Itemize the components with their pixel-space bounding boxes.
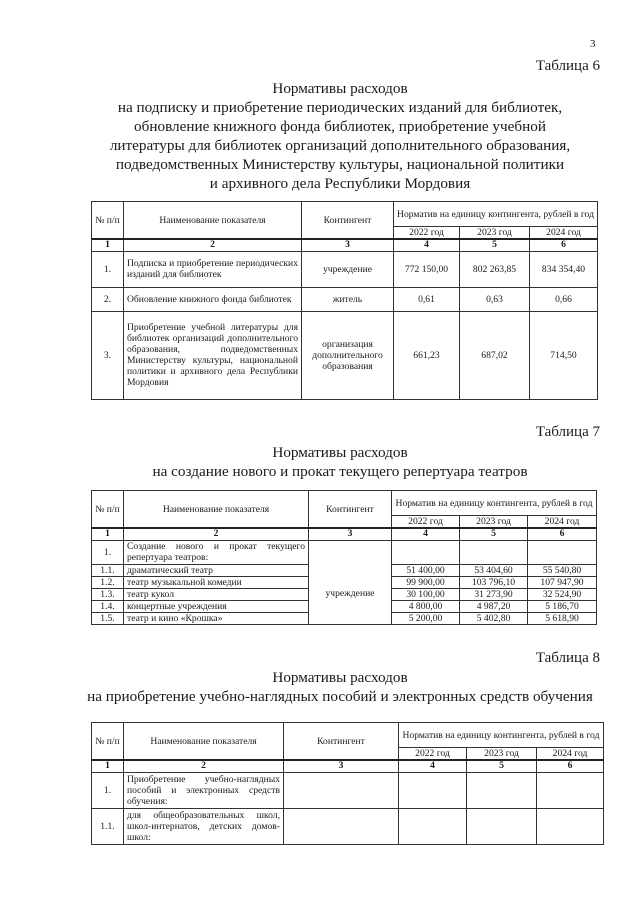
title-line: и архивного дела Республики Мордовия bbox=[209, 175, 471, 192]
column-number: 2 bbox=[124, 760, 284, 772]
table-row bbox=[92, 251, 598, 287]
title-line: на приобретение учебно-наглядных пособий и электронных средств обучения bbox=[87, 688, 593, 705]
row-value-2024: 714,50 bbox=[530, 311, 598, 399]
title-line: Нормативы расходов bbox=[272, 444, 408, 461]
row-num: 3. bbox=[92, 311, 124, 399]
row-value-2024 bbox=[537, 808, 604, 844]
row-value-2023: 687,02 bbox=[460, 311, 530, 399]
row-value-2023: 53 404,60 bbox=[460, 564, 528, 576]
header-contingent: Контингент bbox=[284, 723, 399, 761]
row-value-2022: 51 400,00 bbox=[392, 564, 460, 576]
column-number: 5 bbox=[460, 528, 528, 540]
title-line: на подписку и приобретение периодических изданий для библиотек, bbox=[117, 99, 563, 116]
header-year: 2024 год bbox=[528, 516, 597, 529]
header-year: 2022 год bbox=[392, 516, 460, 529]
title-line: подведомственных Министерству культуры, национальной политики bbox=[115, 156, 565, 173]
row-value-2024: 5 618,90 bbox=[528, 612, 597, 624]
row-value-2023: 5 402,80 bbox=[460, 612, 528, 624]
table-7 bbox=[91, 490, 597, 625]
row-value-2024: 5 186,70 bbox=[528, 600, 597, 612]
column-number: 6 bbox=[537, 760, 604, 772]
column-number: 1 bbox=[92, 528, 124, 540]
table-row bbox=[92, 287, 598, 311]
table-row bbox=[92, 311, 598, 399]
row-num: 1. bbox=[92, 540, 124, 564]
title-line: Нормативы расходов bbox=[272, 80, 408, 97]
column-number: 4 bbox=[399, 760, 467, 772]
row-contingent: учреждение bbox=[302, 251, 394, 287]
title-line: Нормативы расходов bbox=[272, 669, 408, 686]
row-value-2024: 55 540,80 bbox=[528, 564, 597, 576]
table-group-row bbox=[92, 540, 597, 564]
row-name: театр кукол bbox=[124, 588, 309, 600]
row-value-2024: 834 354,40 bbox=[530, 251, 598, 287]
table-8 bbox=[91, 722, 604, 845]
row-num: 1.5. bbox=[92, 612, 124, 624]
column-number: 5 bbox=[460, 239, 530, 251]
column-number: 3 bbox=[284, 760, 399, 772]
row-value-2022: 772 150,00 bbox=[394, 251, 460, 287]
header-norm: Норматив на единицу контингента, рублей в год bbox=[394, 202, 598, 227]
header-contingent: Контингент bbox=[302, 202, 394, 240]
header-name: Наименование показателя bbox=[124, 723, 284, 761]
row-value-2023: 31 273,90 bbox=[460, 588, 528, 600]
header-year: 2024 год bbox=[530, 227, 598, 240]
row-value-2022: 4 800,00 bbox=[392, 600, 460, 612]
row-contingent-empty bbox=[309, 540, 392, 564]
row-value-2023: 4 987,20 bbox=[460, 600, 528, 612]
column-number: 4 bbox=[394, 239, 460, 251]
title-line: литературы для библиотек организаций дополнительного образования, bbox=[109, 137, 571, 154]
table-8-label: Таблица 8 bbox=[535, 650, 600, 666]
row-name: драматический театр bbox=[124, 564, 309, 576]
row-value-2024 bbox=[537, 772, 604, 808]
table-6-label: Таблица 6 bbox=[535, 58, 600, 74]
header-year: 2022 год bbox=[394, 227, 460, 240]
row-value-2022: 30 100,00 bbox=[392, 588, 460, 600]
column-number: 6 bbox=[528, 528, 597, 540]
row-contingent-shared: учреждение bbox=[309, 564, 392, 624]
row-name: Обновление книжного фонда библиотек bbox=[124, 287, 302, 311]
row-value-2024: 0,66 bbox=[530, 287, 598, 311]
row-name: концертные учреждения bbox=[124, 600, 309, 612]
header-num: № п/п bbox=[92, 202, 124, 240]
row-name: Приобретение учебной литературы для библиотек организаций дополнительного образования, подведомственных Министерству культуры, национальной политики и архивного дела Республики Мордовия bbox=[124, 311, 302, 399]
table-6 bbox=[91, 201, 598, 400]
row-value-empty bbox=[392, 540, 460, 564]
row-value-2023 bbox=[467, 772, 537, 808]
row-num: 2. bbox=[92, 287, 124, 311]
header-norm: Норматив на единицу контингента, рублей в год bbox=[392, 491, 597, 516]
column-number: 1 bbox=[92, 760, 124, 772]
title-line: на создание нового и прокат текущего репертуара театров bbox=[152, 463, 528, 480]
table-7-label: Таблица 7 bbox=[535, 424, 600, 440]
header-num: № п/п bbox=[92, 723, 124, 761]
row-value-empty bbox=[528, 540, 597, 564]
row-name: Подписка и приобретение периодических изданий для библиотек bbox=[124, 251, 302, 287]
column-number: 3 bbox=[302, 239, 394, 251]
row-num: 1.1. bbox=[92, 808, 124, 844]
header-norm: Норматив на единицу контингента, рублей в год bbox=[399, 723, 604, 748]
row-value-2022: 661,23 bbox=[394, 311, 460, 399]
row-value-empty bbox=[460, 540, 528, 564]
header-year: 2023 год bbox=[460, 227, 530, 240]
row-value-2024: 32 524,90 bbox=[528, 588, 597, 600]
header-year: 2024 год bbox=[537, 748, 604, 761]
row-num: 1. bbox=[92, 772, 124, 808]
row-name: театр музыкальной комедии bbox=[124, 576, 309, 588]
column-number: 2 bbox=[124, 528, 309, 540]
row-value-2023 bbox=[467, 808, 537, 844]
column-number: 4 bbox=[392, 528, 460, 540]
row-contingent bbox=[284, 772, 399, 808]
title-line: обновление книжного фонда библиотек, приобретение учебной bbox=[134, 118, 546, 135]
header-year: 2022 год bbox=[399, 748, 467, 761]
table-7-title bbox=[60, 443, 620, 481]
row-value-2022: 0,61 bbox=[394, 287, 460, 311]
header-name: Наименование показателя bbox=[124, 491, 309, 529]
row-name: Создание нового и прокат текущего репертуара театров: bbox=[124, 540, 309, 564]
row-name: для общеобразовательных школ, школ-интернатов, детских домов-школ: bbox=[124, 808, 284, 844]
column-number: 3 bbox=[309, 528, 392, 540]
page-number: 3 bbox=[590, 38, 596, 50]
row-value-2023: 0,63 bbox=[460, 287, 530, 311]
table-6-title bbox=[60, 79, 620, 193]
column-number: 1 bbox=[92, 239, 124, 251]
row-num: 1.1. bbox=[92, 564, 124, 576]
row-contingent bbox=[284, 808, 399, 844]
row-value-2023: 103 796,10 bbox=[460, 576, 528, 588]
row-value-2024: 107 947,90 bbox=[528, 576, 597, 588]
header-year: 2023 год bbox=[460, 516, 528, 529]
row-num: 1.3. bbox=[92, 588, 124, 600]
row-value-2022 bbox=[399, 808, 467, 844]
row-num: 1.2. bbox=[92, 576, 124, 588]
row-name: Приобретение учебно-наглядных пособий и электронных средств обучения: bbox=[124, 772, 284, 808]
row-name: театр и кино «Крошка» bbox=[124, 612, 309, 624]
row-contingent: организация дополнительного образования bbox=[302, 311, 394, 399]
row-num: 1.4. bbox=[92, 600, 124, 612]
header-num: № п/п bbox=[92, 491, 124, 529]
header-contingent: Контингент bbox=[309, 491, 392, 529]
table-row bbox=[92, 564, 597, 576]
table-row bbox=[92, 808, 604, 844]
row-value-2022: 5 200,00 bbox=[392, 612, 460, 624]
table-row bbox=[92, 772, 604, 808]
row-value-2023: 802 263,85 bbox=[460, 251, 530, 287]
column-number: 5 bbox=[467, 760, 537, 772]
column-number: 6 bbox=[530, 239, 598, 251]
column-number: 2 bbox=[124, 239, 302, 251]
header-name: Наименование показателя bbox=[124, 202, 302, 240]
table-8-title bbox=[40, 668, 640, 706]
row-contingent: житель bbox=[302, 287, 394, 311]
row-num: 1. bbox=[92, 251, 124, 287]
row-value-2022: 99 900,00 bbox=[392, 576, 460, 588]
row-value-2022 bbox=[399, 772, 467, 808]
header-year: 2023 год bbox=[467, 748, 537, 761]
